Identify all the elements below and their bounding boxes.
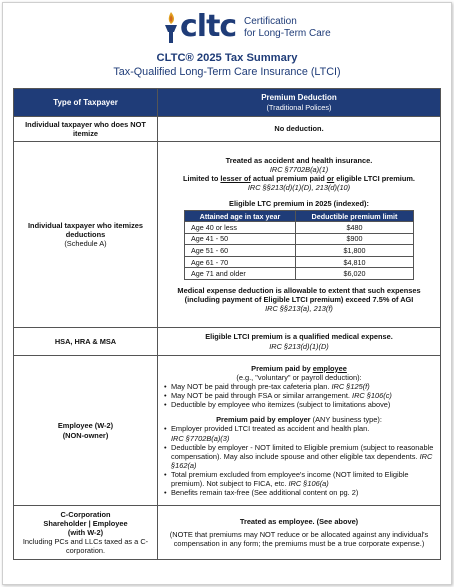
table-row <box>185 245 414 257</box>
cltc-logo <box>160 10 340 46</box>
tax-summary-table <box>13 88 441 560</box>
limit-cell: $1,800 <box>295 245 413 257</box>
limit-cell: $900 <box>295 233 413 245</box>
list-item <box>164 424 434 442</box>
table-header-row <box>14 89 441 117</box>
ccorp-note: (NOTE that premiums may NOT reduce or be allocated against any individual's compensation in any form; the premiums must be a true corporate expense.) <box>169 529 429 549</box>
tagline-line-1: Certification <box>244 16 297 27</box>
header-premium-deduction <box>158 89 441 117</box>
limit-cell: $4,810 <box>295 256 413 268</box>
employer-paid-bullet-3: Total premium excluded from employee's income (NOT limited to Eligible premium). Not subject to FICA, etc. <box>171 469 409 488</box>
employee-paid-bullet-1: May NOT be paid through pre-tax cafeteria plan. <box>171 382 330 392</box>
row-label-nonitemize: Individual taxpayer who does NOT itemize <box>14 117 158 142</box>
employee-paid-bullet-2: May NOT be paid through FSA or similar arrangement. <box>171 391 350 401</box>
age-cell: Age 61 - 70 <box>185 256 296 268</box>
table-row-nonitemize <box>14 117 441 142</box>
employee-label-2: (NON-owner) <box>62 430 109 440</box>
employee-paid-bullet-3: Deductible by employee who itemizes (subject to limitations above) <box>171 400 391 410</box>
itemize-l3-e: eligible LTCI premium. <box>334 173 415 183</box>
row-label-hsa: HSA, HRA & MSA <box>14 328 158 356</box>
itemize-l3-or: or <box>326 173 335 183</box>
table-row-itemize <box>14 142 441 328</box>
itemize-l3-c: actual premium paid <box>250 173 327 183</box>
employee-paid-heading-b: employee <box>312 363 347 373</box>
itemize-label-1: Individual taxpayer who itemizes deductions <box>28 220 143 239</box>
age-header: Attained age in tax year <box>185 211 296 222</box>
row-value-ccorp <box>158 506 441 560</box>
employer-paid-bullet-1: Employer provided LTCI treated as accident and health plan. <box>171 424 370 434</box>
list-item <box>164 470 434 488</box>
row-value-hsa <box>158 328 441 356</box>
header-type-of-taxpayer: Type of Taxpayer <box>14 89 158 117</box>
row-value-nonitemize: No deduction. <box>158 117 441 142</box>
employer-paid-bullet-3-cite: IRC §106(a) <box>288 478 329 488</box>
medical-expense-cite: IRC §§213(a), 213(f) <box>265 304 333 314</box>
employer-paid-heading <box>164 415 434 424</box>
table-row <box>185 268 414 280</box>
employer-paid-bullet-1-cite: IRC §7702B(a)(3) <box>171 433 230 443</box>
brand-wordmark: cltc <box>180 9 237 44</box>
row-label-ccorp <box>14 506 158 560</box>
employee-paid-note: (e.g., "voluntary" or payroll deduction): <box>236 372 362 382</box>
row-value-employee <box>158 356 441 506</box>
table-row <box>185 222 414 234</box>
employee-paid-bullet-2-cite: IRC §106(c) <box>352 391 392 401</box>
header-premium-deduction-label: Premium Deduction <box>261 93 337 103</box>
row-label-employee <box>14 356 158 506</box>
age-cell: Age 40 or less <box>185 222 296 234</box>
eligible-premium-table <box>184 210 414 280</box>
list-item <box>164 488 434 497</box>
table-row-ccorp <box>14 506 441 560</box>
employee-label-1: Employee (W-2) <box>57 421 114 431</box>
employer-paid-list <box>164 424 434 497</box>
employee-paid-bullet-1-cite: IRC §125(f) <box>331 382 370 392</box>
employer-paid-bullet-2: Deductible by employer - NOT limited to Eligible premium (subject to reasonable compensation). May also include spouse and other eligible tax dependents. <box>171 442 434 461</box>
itemize-l3-lesser-of: lesser of <box>220 173 251 183</box>
list-item <box>164 443 434 470</box>
employer-paid-heading-a: Premium paid by employer <box>216 415 311 425</box>
employer-paid-heading-b: (ANY business type): <box>310 415 382 425</box>
employee-paid-list <box>164 382 434 409</box>
header-premium-deduction-sub: (Traditional Polices) <box>266 102 332 112</box>
limit-cell: $6,020 <box>295 268 413 280</box>
itemize-cite-2: IRC §§213(d)(1)(D), 213(d)(10) <box>247 182 351 192</box>
row-label-itemize <box>14 142 158 328</box>
employee-paid-heading <box>164 364 434 373</box>
limit-cell: $480 <box>295 222 413 234</box>
ccorp-label-2: Shareholder | Employee <box>43 518 128 528</box>
itemize-label-2: (Schedule A) <box>64 239 107 249</box>
employer-paid-bullet-4: Benefits remain tax-free (See additional content on pg. 2) <box>171 488 359 498</box>
tagline-line-2: for Long-Term Care <box>244 27 331 39</box>
hsa-cite: IRC §213(d)(1)(D) <box>269 341 329 351</box>
age-cell: Age 51 - 60 <box>185 245 296 257</box>
table-row <box>185 256 414 268</box>
brand-tagline <box>244 16 331 39</box>
age-table-header <box>185 211 414 222</box>
ccorp-label-1: C-Corporation <box>60 509 111 519</box>
list-item <box>164 391 434 400</box>
itemize-cite-1: IRC §7702B(a)(1) <box>269 164 329 174</box>
itemize-line-3 <box>164 174 434 183</box>
ccorp-text: Treated as employee. (See above) <box>239 516 359 526</box>
page-subtitle: Tax-Qualified Long-Term Care Insurance (LTCI) <box>113 66 341 78</box>
age-cell: Age 41 - 50 <box>185 233 296 245</box>
torch-icon <box>160 10 182 44</box>
table-row-employee <box>14 356 441 506</box>
hsa-text: Eligible LTCI premium is a qualified medical expense. <box>205 332 393 342</box>
employee-paid-heading-a: Premium paid by <box>251 363 313 373</box>
list-item <box>164 400 434 409</box>
itemize-l3-a: Limited to <box>183 173 221 183</box>
age-cell: Age 71 and older <box>185 268 296 280</box>
limit-header: Deductible premium limit <box>295 211 413 222</box>
itemize-line-1: Treated as accident and health insurance. <box>225 155 373 165</box>
employer-paid-bullet-2-cite: IRC §162(a) <box>171 451 433 470</box>
table-row-hsa <box>14 328 441 356</box>
medical-expense-line-1: Medical expense deduction is allowable to extent that such expenses <box>177 286 421 296</box>
ccorp-label-3: (with W-2) <box>67 527 104 537</box>
row-value-itemize <box>158 142 441 328</box>
eligible-premium-title: Eligible LTC premium in 2025 (indexed): <box>229 199 369 209</box>
medical-expense-line-2: (including payment of Eligible LTCI premium) exceed 7.5% of AGI <box>184 295 414 305</box>
list-item <box>164 382 434 391</box>
page-title: CLTC® 2025 Tax Summary <box>156 52 298 64</box>
ccorp-label-4: Including PCs and LLCs taxed as a C-corporation. <box>22 537 149 556</box>
table-row <box>185 233 414 245</box>
